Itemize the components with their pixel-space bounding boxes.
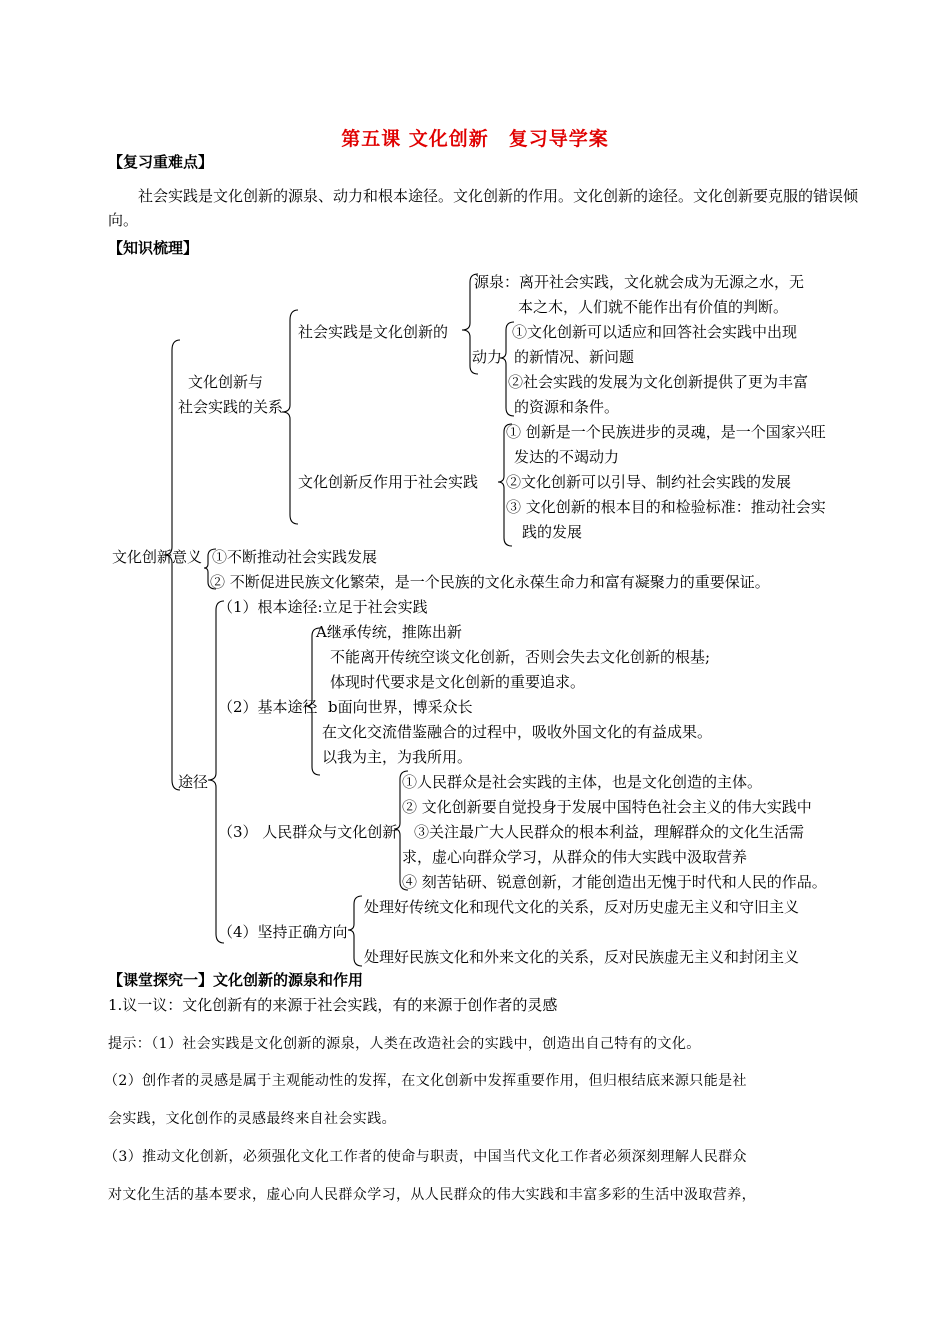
review-heading: 【复习重难点】 (108, 153, 214, 171)
hint-1: 提示：（1）社会实践是文化创新的源泉，人类在改造社会的实践中，创造出自己特有的文化。 (108, 1036, 701, 1052)
power-item-1a: ①文化创新可以适应和回答社会实践中出现 (512, 323, 798, 341)
source-line-2: 本之木，人们就不能作出有价值的判断。 (518, 298, 789, 316)
review-text: 社会实践是文化创新的源泉、动力和根本途径。文化创新的作用。文化创新的途径。文化创新要克服的错误倾向。 (108, 187, 859, 229)
path-3-1: ①人民群众是社会实践的主体，也是文化创造的主体。 (402, 773, 763, 791)
power-item-2a: ②社会实践的发展为文化创新提供了更为丰富 (508, 373, 809, 391)
hint-2b: 会实践，文化创作的灵感最终来自社会实践。 (108, 1111, 396, 1127)
path-3-3a: ③关注最广大人民群众的根本利益，理解群众的文化生活需 (414, 823, 805, 841)
path-2-a: A继承传统，推陈出新 (316, 623, 462, 641)
page-title: 第五课 文化创新 复习导学案 (341, 128, 609, 150)
practice-source: 社会实践是文化创新的 (298, 323, 449, 341)
reaction-item-1b: 发达的不竭动力 (514, 448, 620, 466)
path-3-3b: 求，虚心向群众学习，从群众的伟大实践中汲取营养 (402, 848, 748, 866)
relation-label-1: 文化创新与 (188, 373, 264, 391)
path-item-2: （2）基本途径 (218, 698, 318, 716)
source-line-1: 源泉：离开社会实践，文化就会成为无源之水，无 (474, 273, 805, 291)
path-3-2: ② 文化创新要自觉投身于发展中国特色社会主义的伟大实践中 (402, 798, 812, 816)
path-item-3: （3） 人民群众与文化创新 (218, 823, 398, 841)
path-item-1: （1）根本途径:立足于社会实践 (218, 598, 428, 616)
bracket-direction (348, 896, 362, 966)
explore-heading: 【课堂探究一】文化创新的源泉和作用 (108, 971, 364, 989)
power-label: 动力 (472, 348, 503, 366)
path-2-a1: 不能离开传统空谈文化创新，否则会失去文化创新的根基; (330, 648, 711, 666)
bracket-path (208, 601, 224, 943)
tree-root: 文化创新意义 (112, 548, 203, 566)
meaning-item-2: ② 不断促进民族文化繁荣，是一个民族的文化永葆生命力和富有凝聚力的重要保证。 (210, 573, 770, 591)
path-3-4: ④ 刻苦钻研、锐意创新，才能创造出无愧于时代和人民的作品。 (402, 873, 827, 891)
path-2-b1: 在文化交流借鉴融合的过程中，吸收外国文化的有益成果。 (322, 723, 713, 741)
power-item-2b: 的资源和条件。 (514, 398, 620, 416)
path-2-b: b面向世界，博采众长 (328, 698, 473, 716)
path-2-a2: 体现时代要求是文化创新的重要追求。 (330, 673, 586, 691)
reaction-item-3b: 践的发展 (522, 523, 583, 541)
path-4-1: 处理好传统文化和现代文化的关系，反对历史虚无主义和守旧主义 (364, 898, 800, 916)
path-2-b2: 以我为主，为我所用。 (322, 748, 473, 766)
relation-label-2: 社会实践的关系 (178, 398, 284, 416)
hint-3a: （3）推动文化创新，必须强化文化工作者的使命与职责，中国当代文化工作者必须深刻理解人民群众 (104, 1149, 747, 1165)
power-item-1b: 的新情况、新问题 (514, 348, 635, 366)
bracket-relation (282, 310, 298, 524)
reaction-item-3a: ③ 文化创新的根本目的和检验标准：推动社会实 (506, 498, 826, 516)
hint-3b: 对文化生活的基本要求，虚心向人民群众学习，从人民群众的伟大实践和丰富多彩的生活中汲取营养， (108, 1187, 756, 1203)
hint-2a: （2）创作者的灵感是属于主观能动性的发挥，在文化创新中发挥重要作用，但归根结底来源只能是社 (104, 1073, 747, 1089)
path-4-2: 处理好民族文化和外来文化的关系，反对民族虚无主义和封闭主义 (364, 948, 800, 966)
knowledge-heading: 【知识梳理】 (108, 239, 199, 257)
meaning-item-1: ①不断推动社会实践发展 (212, 548, 378, 566)
path-item-4: （4）坚持正确方向 (218, 923, 348, 941)
reaction-item-1a: ① 创新是一个民族进步的灵魂，是一个国家兴旺 (506, 423, 826, 441)
path-label: 途径 (178, 773, 209, 791)
explore-question: 1.议一议：文化创新有的来源于社会实践，有的来源于创作者的灵感 (108, 996, 558, 1014)
reaction-label: 文化创新反作用于社会实践 (298, 473, 479, 491)
reaction-item-2: ②文化创新可以引导、制约社会实践的发展 (506, 473, 792, 491)
